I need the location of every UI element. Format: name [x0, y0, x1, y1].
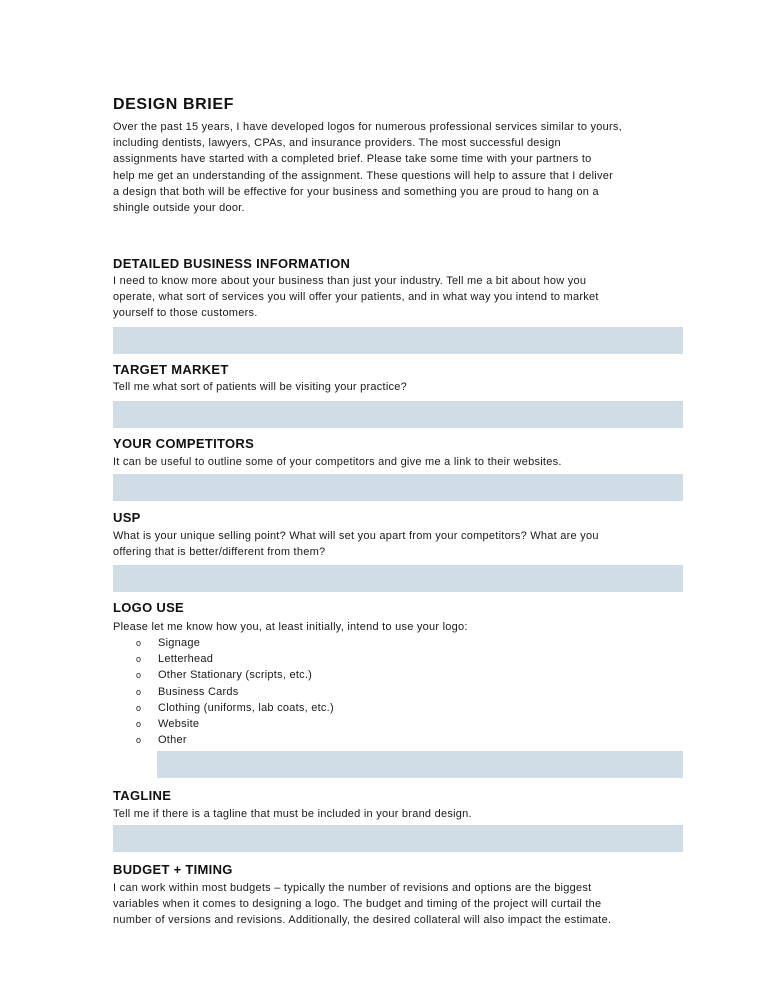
- logo-use-text: [113, 619, 468, 635]
- text-line: What is your unique selling point? What will set you apart from your competitors? What are you: [113, 530, 599, 542]
- target-market-text: [113, 379, 407, 395]
- tagline-text: [113, 806, 472, 822]
- heading-budget-timing: BUDGET + TIMING: [113, 862, 233, 877]
- option-letterhead[interactable]: [136, 651, 334, 667]
- text-line: Tell me if there is a tagline that must be included in your brand design.: [113, 808, 472, 820]
- option-signage[interactable]: [136, 635, 334, 651]
- option-label: Signage: [158, 637, 201, 649]
- option-label: Clothing (uniforms, lab coats, etc.): [158, 701, 334, 714]
- bullet-icon: o: [136, 638, 142, 648]
- text-line: operate, what sort of services you will offer your patients, and in what way you intend to market: [113, 291, 599, 304]
- intro-line: assignments have started with a completed brief. Please take some time with your partners to: [113, 153, 592, 166]
- option-other[interactable]: [136, 732, 334, 748]
- bullet-icon: o: [136, 654, 142, 665]
- bullet-icon: o: [136, 719, 142, 730]
- heading-tagline: TAGLINE: [113, 788, 172, 803]
- intro-line: shingle outside your door.: [113, 202, 245, 215]
- option-label: Business Cards: [158, 685, 239, 698]
- budget-timing-text: [113, 880, 611, 929]
- text-line: number of versions and revisions. Additionally, the desired collateral will also impact the estimate.: [113, 914, 612, 927]
- competitors-text: [113, 454, 562, 470]
- bullet-icon: o: [136, 686, 142, 697]
- intro-paragraph: [113, 119, 622, 216]
- text-line: Tell me what sort of patients will be visiting your practice?: [113, 381, 408, 393]
- bullet-icon: o: [136, 735, 142, 746]
- intro-line: help me get an understanding of the assignment. These questions will help to assure that I deliver: [113, 169, 614, 182]
- heading-usp: USP: [113, 510, 141, 525]
- logo-use-other-input[interactable]: [157, 751, 683, 778]
- text-line: I can work within most budgets – typically the number of revisions and options are the biggest: [113, 882, 592, 894]
- heading-business-info: DETAILED BUSINESS INFORMATION: [113, 256, 351, 271]
- intro-line: including dentists, lawyers, CPAs, and insurance providers. The most successful design: [113, 137, 561, 150]
- business-info-text: [113, 273, 599, 322]
- tagline-input[interactable]: [113, 825, 683, 852]
- text-line: It can be useful to outline some of your competitors and give me a link to their websites.: [113, 456, 562, 468]
- bullet-icon: o: [136, 702, 142, 713]
- usp-input[interactable]: [113, 565, 683, 592]
- heading-target-market: TARGET MARKET: [113, 362, 229, 377]
- text-line: variables when it comes to designing a logo. The budget and timing of the project will curtail the: [113, 898, 602, 911]
- option-label: Letterhead: [158, 653, 214, 666]
- option-other-stationary[interactable]: [136, 667, 334, 683]
- option-label: Website: [158, 718, 200, 731]
- logo-use-options: [136, 635, 334, 748]
- heading-logo-use: LOGO USE: [113, 600, 185, 615]
- option-label: Other Stationary (scripts, etc.): [158, 669, 313, 682]
- text-line: offering that is better/different from them?: [113, 546, 326, 559]
- competitors-input[interactable]: [113, 474, 683, 501]
- option-clothing[interactable]: [136, 700, 334, 716]
- option-label: Other: [158, 734, 187, 747]
- target-market-input[interactable]: [113, 401, 683, 428]
- option-website[interactable]: [136, 716, 334, 732]
- business-info-input[interactable]: [113, 327, 683, 354]
- usp-text: [113, 528, 599, 560]
- text-line: yourself to those customers.: [113, 307, 258, 320]
- text-line: Please let me know how you, at least initially, intend to use your logo:: [113, 621, 468, 633]
- page-title: DESIGN BRIEF: [113, 96, 234, 113]
- option-business-cards[interactable]: [136, 684, 334, 700]
- bullet-icon: o: [136, 670, 142, 681]
- heading-competitors: YOUR COMPETITORS: [113, 436, 255, 451]
- intro-line: Over the past 15 years, I have developed logos for numerous professional services similar to yours,: [113, 121, 622, 133]
- text-line: I need to know more about your business than just your industry. Tell me a bit about how you: [113, 275, 587, 287]
- intro-line: a design that both will be effective for your business and something you are proud to hang on a: [113, 185, 599, 198]
